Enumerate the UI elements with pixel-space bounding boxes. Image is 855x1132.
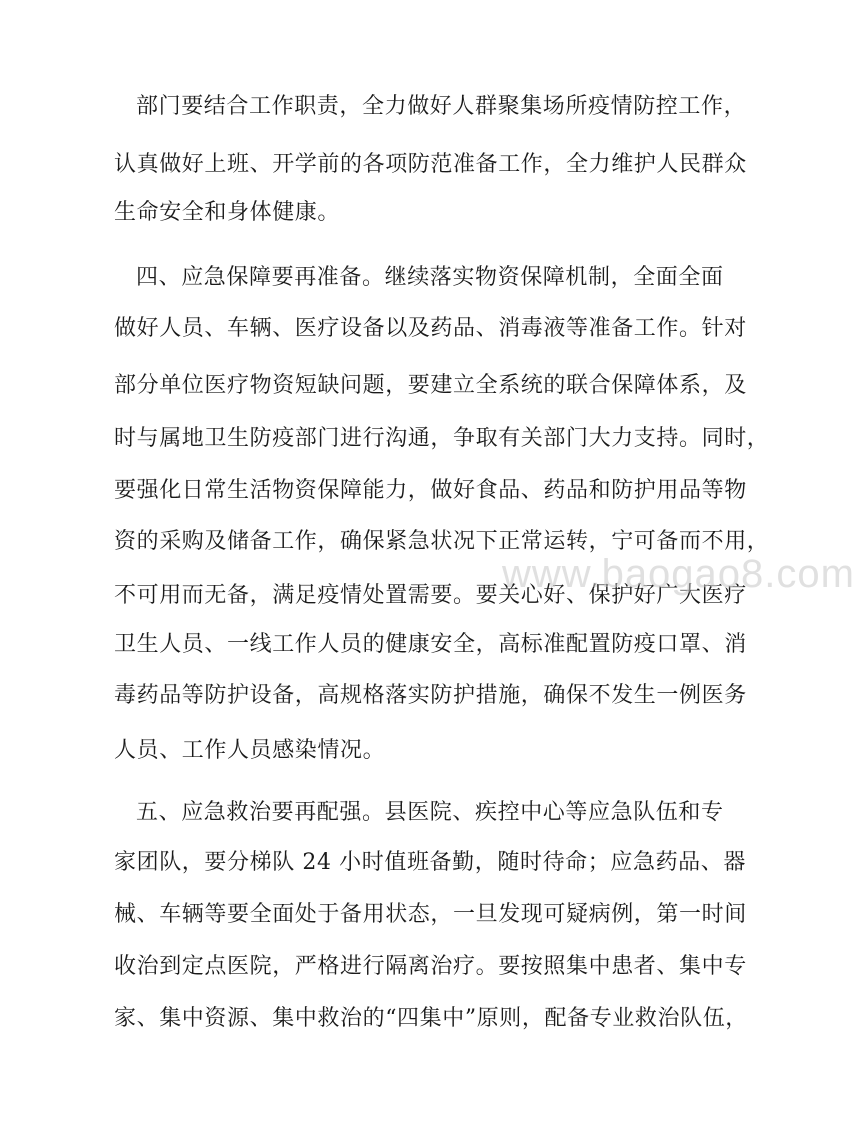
paragraph-2-line-8: 卫生人员、一线工作人员的健康安全，高标准配置防疫口罩、消 — [114, 632, 747, 657]
paragraph-2-line-1: 四、应急保障要再准备。继续落实物资保障机制，全面全面 — [136, 265, 724, 290]
paragraph-2-line-9: 毒药品等防护设备，高规格落实防护措施，确保不发生一例医务 — [114, 683, 747, 708]
paragraph-2-line-2: 做好人员、车辆、医疗设备以及药品、消毒液等准备工作。针对 — [114, 316, 747, 341]
paragraph-3-line-1: 五、应急救治要再配强。县医院、疾控中心等应急队伍和专 — [136, 800, 724, 825]
paragraph-2-line-4: 时与属地卫生防疫部门进行沟通，争取有关部门大力支持。同时， — [114, 426, 770, 451]
paragraph-2-line-3: 部分单位医疗物资短缺问题，要建立全系统的联合保障体系，及 — [114, 373, 747, 398]
watermark: www.baogao8.com — [502, 552, 855, 596]
paragraph-3-line-2: 家团队，要分梯队 24 小时值班备勤，随时待命；应急药品、器 — [114, 850, 746, 875]
paragraph-3-line-3: 械、车辆等要全面处于备用状态，一旦发现可疑病例，第一时间 — [114, 902, 747, 927]
paragraph-1-line-2: 认真做好上班、开学前的各项防范准备工作，全力维护人民群众 — [114, 152, 747, 177]
paragraph-3-line-5: 家、集中资源、集中救治的“四集中”原则，配备专业救治队伍， — [114, 1006, 748, 1031]
paragraph-2-line-7: 不可用而无备，满足疫情处置需要。要关心好、保护好广大医疗 — [114, 583, 747, 608]
paragraph-2-line-10: 人员、工作人员感染情况。 — [114, 738, 386, 763]
paragraph-2-line-6: 资的采购及储备工作，确保紧急状况下正常运转，宁可备而不用， — [114, 529, 770, 554]
paragraph-3-line-4: 收治到定点医院，严格进行隔离治疗。要按照集中患者、集中专 — [114, 954, 747, 979]
paragraph-1-line-3: 生命安全和身体健康。 — [114, 200, 341, 225]
paragraph-1-line-1: 部门要结合工作职责，全力做好人群聚集场所疫情防控工作， — [136, 94, 747, 119]
paragraph-2-line-5: 要强化日常生活物资保障能力，做好食品、药品和防护用品等物 — [114, 478, 747, 503]
